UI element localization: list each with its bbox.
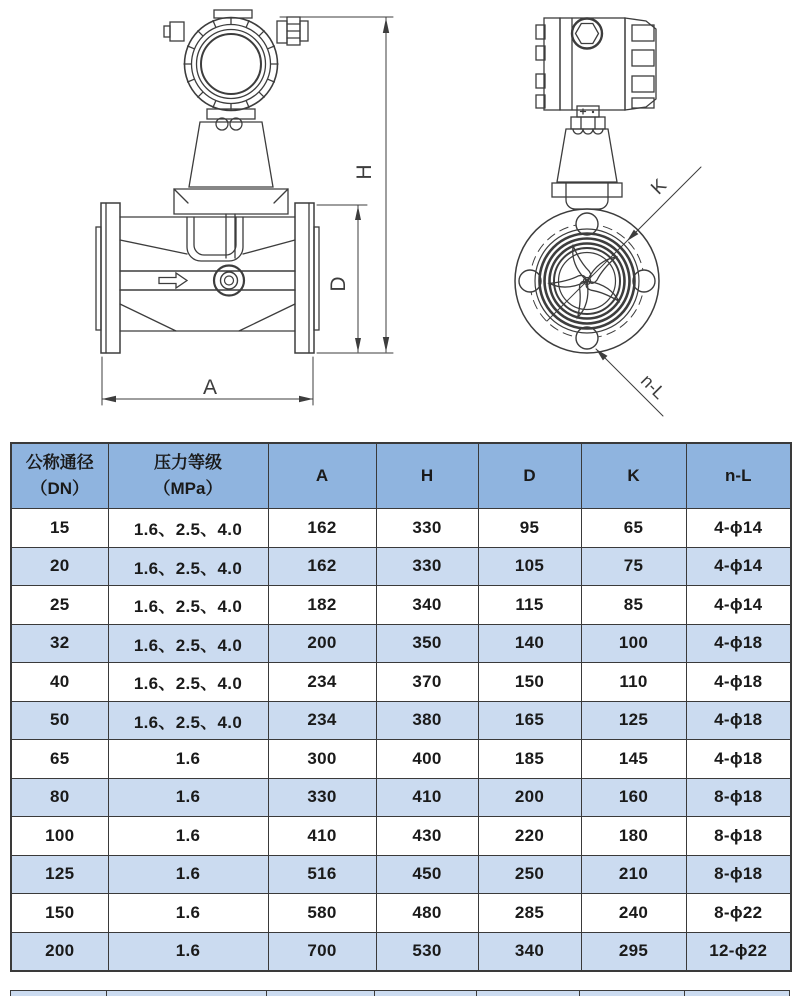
flanged-body	[96, 203, 319, 353]
table-cell: 160	[581, 778, 686, 817]
table-cell: 220	[478, 817, 581, 856]
table-cell: 450	[376, 855, 478, 894]
table-cell: 165	[478, 701, 581, 740]
table-cell: 200	[11, 932, 108, 971]
table-cell: 350	[376, 624, 478, 663]
table-row	[11, 817, 791, 856]
dimension-D	[317, 205, 367, 352]
side-view-drawing	[515, 18, 701, 416]
table-cell: 1.6、2.5、4.0	[108, 547, 268, 586]
header-row	[11, 443, 791, 509]
table-cell: 516	[268, 855, 376, 894]
table-cell: 1.6、2.5、4.0	[108, 624, 268, 663]
dimension-n-L	[596, 349, 670, 416]
bolt-hole	[576, 213, 598, 235]
table-cell: 100	[581, 624, 686, 663]
table-cell: 110	[581, 663, 686, 702]
table-cell: 32	[11, 624, 108, 663]
table-cell: 200	[268, 624, 376, 663]
table-cell: 125	[581, 701, 686, 740]
table-cell: 182	[268, 586, 376, 625]
dim-label-A: A	[202, 376, 218, 399]
dimension-H	[280, 17, 393, 353]
column-header: K	[581, 443, 686, 509]
table-cell: 4-ϕ14	[686, 509, 791, 548]
front-view-drawing	[96, 10, 393, 405]
table-cell: 200	[478, 778, 581, 817]
table-cell: 410	[376, 778, 478, 817]
table-cell: 40	[11, 663, 108, 702]
bolt-hole	[576, 327, 598, 349]
table-cell: 162	[268, 547, 376, 586]
technical-drawing	[0, 0, 800, 436]
table-cell: 145	[581, 740, 686, 779]
table-cell: 1.6	[108, 932, 268, 971]
table-row	[11, 778, 791, 817]
table-cell: 185	[478, 740, 581, 779]
dim-label-H: H	[353, 164, 376, 180]
table-cell: 8-ϕ18	[686, 778, 791, 817]
table-cell: 50	[11, 701, 108, 740]
table-cell: 4-ϕ18	[686, 663, 791, 702]
table-cell: 65	[11, 740, 108, 779]
dim-label-n-L: n-L	[636, 370, 670, 404]
table-cell: 430	[376, 817, 478, 856]
transmitter-head	[164, 10, 308, 111]
dimension-A	[102, 357, 313, 405]
table-cell: 1.6	[108, 778, 268, 817]
table-cell: 4-ϕ18	[686, 701, 791, 740]
table-cell: 1.6	[108, 894, 268, 933]
table-cell: 85	[581, 586, 686, 625]
column-header: 压力等级 （MPa）	[108, 443, 268, 509]
table-cell: 8-ϕ18	[686, 817, 791, 856]
table-row	[11, 855, 791, 894]
table-cell: 1.6	[108, 855, 268, 894]
cropped-next-row	[10, 990, 790, 996]
table-row	[11, 894, 791, 933]
table-cell: 580	[268, 894, 376, 933]
table-row	[11, 509, 791, 548]
table-cell: 140	[478, 624, 581, 663]
table-cell: 1.6、2.5、4.0	[108, 663, 268, 702]
column-header: A	[268, 443, 376, 509]
left-conduit-stub	[170, 22, 184, 41]
table-row	[11, 663, 791, 702]
table-cell: 370	[376, 663, 478, 702]
meter-neck	[174, 109, 288, 258]
cable-gland	[277, 17, 308, 45]
table-cell: 8-ϕ18	[686, 855, 791, 894]
table-cell: 8-ϕ22	[686, 894, 791, 933]
table-row	[11, 740, 791, 779]
table-cell: 234	[268, 701, 376, 740]
table-cell: 480	[376, 894, 478, 933]
table-cell: 4-ϕ18	[686, 624, 791, 663]
table-cell: 295	[581, 932, 686, 971]
dim-label-K: K	[647, 175, 672, 200]
table-cell: 1.6、2.5、4.0	[108, 509, 268, 548]
table-cell: 4-ϕ14	[686, 547, 791, 586]
bolt-hole	[519, 270, 541, 292]
dim-label-D: D	[327, 276, 350, 292]
table-cell: 700	[268, 932, 376, 971]
table-cell: 234	[268, 663, 376, 702]
table-cell: 20	[11, 547, 108, 586]
table-cell: 380	[376, 701, 478, 740]
table-cell: 80	[11, 778, 108, 817]
table-cell: 340	[376, 586, 478, 625]
table-row	[11, 586, 791, 625]
column-header: H	[376, 443, 478, 509]
table-row	[11, 701, 791, 740]
table-row	[11, 932, 791, 971]
spec-table-body	[11, 509, 791, 972]
column-header: 公称通径 （DN）	[11, 443, 108, 509]
table-cell: 340	[478, 932, 581, 971]
table-cell: 530	[376, 932, 478, 971]
spec-table-header	[11, 443, 791, 509]
table-cell: 1.6、2.5、4.0	[108, 586, 268, 625]
table-cell: 105	[478, 547, 581, 586]
table-cell: 75	[581, 547, 686, 586]
table-cell: 15	[11, 509, 108, 548]
column-header: n-L	[686, 443, 791, 509]
table-cell: 162	[268, 509, 376, 548]
table-cell: 180	[581, 817, 686, 856]
bolt-hole	[633, 270, 655, 292]
table-cell: 150	[11, 894, 108, 933]
table-cell: 100	[11, 817, 108, 856]
table-cell: 1.6、2.5、4.0	[108, 701, 268, 740]
table-cell: 250	[478, 855, 581, 894]
table-row	[11, 547, 791, 586]
table-cell: 330	[376, 547, 478, 586]
table-row	[11, 624, 791, 663]
flow-direction-arrow	[159, 273, 187, 288]
table-cell: 12-ϕ22	[686, 932, 791, 971]
column-header: D	[478, 443, 581, 509]
table-cell: 400	[376, 740, 478, 779]
table-cell: 150	[478, 663, 581, 702]
table-cell: 330	[376, 509, 478, 548]
spec-table	[10, 442, 792, 972]
table-cell: 240	[581, 894, 686, 933]
table-cell: 410	[268, 817, 376, 856]
table-cell: 210	[581, 855, 686, 894]
table-cell: 115	[478, 586, 581, 625]
table-cell: 300	[268, 740, 376, 779]
sensor-boss	[214, 266, 244, 296]
table-cell: 1.6	[108, 817, 268, 856]
table-cell: 330	[268, 778, 376, 817]
table-cell: 25	[11, 586, 108, 625]
table-cell: 1.6	[108, 740, 268, 779]
table-cell: 95	[478, 509, 581, 548]
table-cell: 285	[478, 894, 581, 933]
side-housing	[536, 18, 656, 209]
table-cell: 125	[11, 855, 108, 894]
table-cell: 4-ϕ18	[686, 740, 791, 779]
table-cell: 4-ϕ14	[686, 586, 791, 625]
table-cell: 65	[581, 509, 686, 548]
dimension-K	[547, 167, 701, 321]
